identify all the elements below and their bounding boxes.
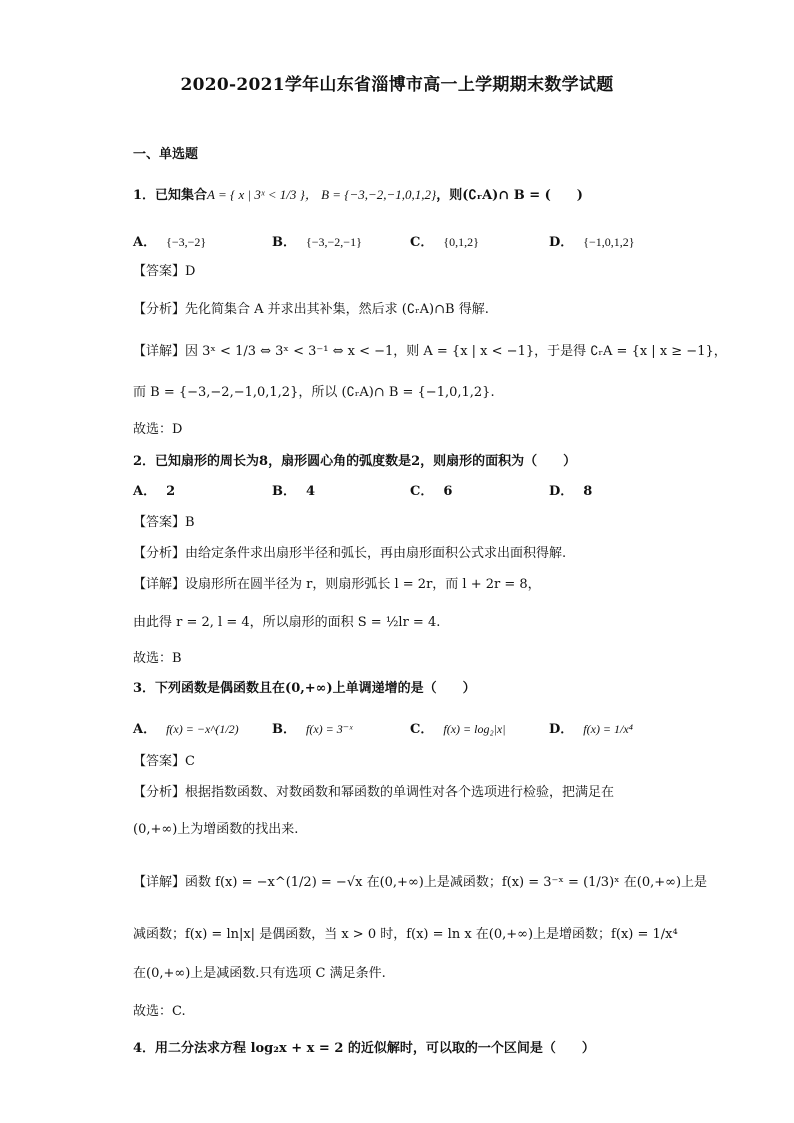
q3-analysis-line-2: (0,+∞)上为增函数的找出来.	[133, 822, 299, 837]
q3-answer: 【答案】C	[133, 754, 195, 769]
q2-choice: 故选：B	[133, 651, 182, 666]
q3-option-a: A． f(x) = −x^(1/2)	[133, 722, 239, 737]
q3-option-b: B． f(x) = 3⁻ˣ	[272, 722, 353, 737]
q2-option-c: C． 6	[410, 484, 453, 499]
q3-detail-line-2: 减函数；f(x) = ln|x| 是偶函数，当 x > 0 时，f(x) = ln x 在(0,+∞)上是增函数；f(x) = 1/x⁴	[133, 927, 678, 942]
question-4-stem: 4．用二分法求方程 log₂x + x = 2 的近似解时，可以取的一个区间是（ ）	[133, 1041, 595, 1056]
q3-choice: 故选：C.	[133, 1004, 186, 1019]
q1-option-d: D． {−1,0,1,2}	[549, 235, 635, 250]
question-2-stem: 2．已知扇形的周长为8，扇形圆心角的弧度数是2，则扇形的面积为（ ）	[133, 454, 577, 469]
q1-stem-end: ，则(∁ᵣA)∩ B = ( )	[436, 188, 583, 203]
q2-analysis: 【分析】由给定条件求出扇形半径和弧长，再由扇形面积公式求出面积得解.	[133, 546, 567, 561]
q3-option-d: D． f(x) = 1/x⁴	[549, 722, 633, 737]
page-title: 2020-2021学年山东省淄博市高一上学期期末数学试题	[180, 75, 614, 95]
q2-detail-line-2: 由此得 r = 2, l = 4，所以扇形的面积 S = ½lr = 4.	[133, 615, 441, 630]
q1-detail-line-1: 【详解】因 3ˣ < 1/3 ⇔ 3ˣ < 3⁻¹ ⇔ x < −1，则 A = {x | x < −1}，于是得 ∁ᵣA = {x | x ≥ −1}，	[133, 344, 727, 359]
q1-choice: 故选：D	[133, 422, 183, 437]
q1-option-c: C． {0,1,2}	[410, 235, 479, 250]
q2-option-b: B． 4	[272, 484, 316, 499]
q3-option-c: C． f(x) = log₂|x|	[410, 722, 506, 737]
question-3-stem: 3．下列函数是偶函数且在(0,+∞)上单调递增的是（ ）	[133, 681, 476, 696]
q3-detail-line-3: 在(0,+∞)上是减函数.只有选项 C 满足条件.	[133, 966, 386, 981]
question-1-stem	[133, 185, 583, 206]
q1-answer: 【答案】D	[133, 264, 196, 279]
q2-answer: 【答案】B	[133, 515, 195, 530]
q1-stem-start: 1．已知集合	[133, 188, 208, 203]
q2-option-a: A． 2	[133, 484, 176, 499]
q1-set-b: ， B = {−3,−2,−1,0,1,2}	[304, 187, 437, 202]
q1-option-b: B． {−3,−2,−1}	[272, 235, 362, 250]
q1-analysis: 【分析】先化简集合 A 并求出其补集，然后求 (∁ᵣA)∩B 得解.	[133, 302, 489, 317]
q2-detail-line-1: 【详解】设扇形所在圆半径为 r，则扇形弧长 l = 2r，而 l + 2r = 8，	[133, 577, 541, 592]
q1-option-a: A． {−3,−2}	[133, 235, 207, 250]
q3-analysis-line-1: 【分析】根据指数函数、对数函数和幂函数的单调性对各个选项进行检验，把满足在	[133, 785, 615, 800]
q1-detail-line-2: 而 B = {−3,−2,−1,0,1,2}，所以 (∁ᵣA)∩ B = {−1,0,1,2}.	[133, 385, 495, 400]
q1-set-a: A = { x | 3ˣ < 1/3 }	[207, 187, 305, 202]
q2-option-d: D． 8	[549, 484, 593, 499]
q3-detail-line-1: 【详解】函数 f(x) = −x^(1/2) = −√x 在(0,+∞)上是减函数；f(x) = 3⁻ˣ = (1/3)ˣ 在(0,+∞)上是	[133, 875, 708, 890]
section-heading: 一、单选题	[133, 147, 199, 162]
